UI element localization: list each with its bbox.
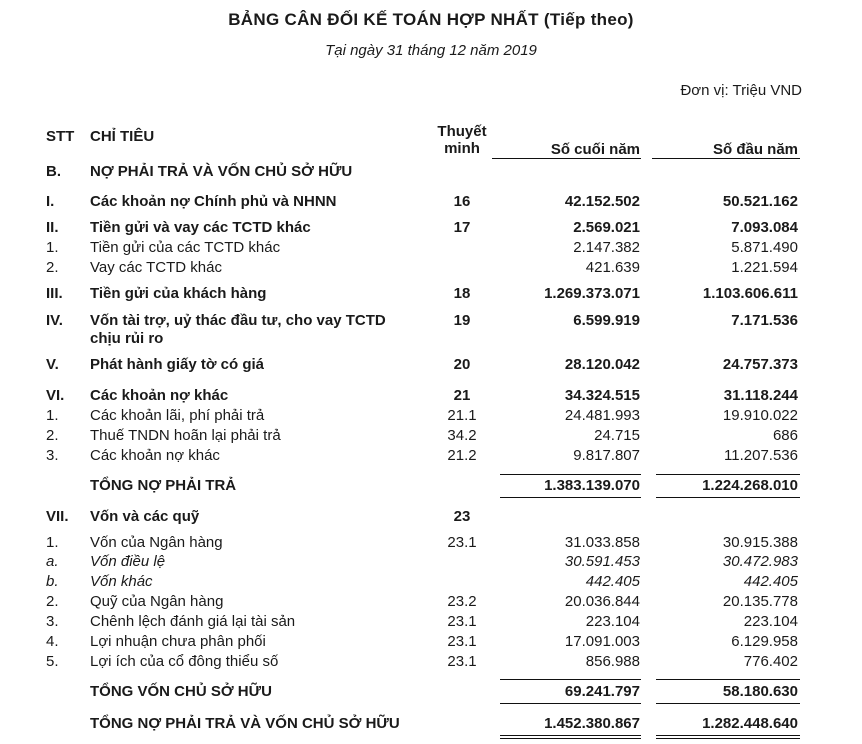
row-label: Tiền gửi của khách hàng <box>90 285 267 302</box>
total-line-begin <box>656 497 800 498</box>
report-date: Tại ngày 31 tháng 12 năm 2019 <box>325 42 537 59</box>
row-note: 20 <box>453 356 471 373</box>
row-note: 23.1 <box>447 633 477 650</box>
row-note: 23.1 <box>447 613 477 630</box>
row-stt: IV. <box>46 312 63 329</box>
row-note: 16 <box>453 193 471 210</box>
row-label: Tiền gửi của các TCTD khác <box>90 239 281 256</box>
row-note: 23.1 <box>447 653 477 670</box>
row-note: 18 <box>453 285 471 302</box>
row-end-value: 1.452.380.867 <box>544 715 640 732</box>
report-title: BẢNG CÂN ĐỐI KẾ TOÁN HỢP NHẤT (Tiếp theo) <box>228 10 634 29</box>
row-label: Các khoản nợ khác <box>90 387 229 404</box>
subtotal-line-end <box>500 474 641 475</box>
row-note: 17 <box>453 219 471 236</box>
row-note: 23.1 <box>447 534 477 551</box>
row-note: 23 <box>453 508 471 525</box>
row-label: Lợi ích của cổ đông thiểu số <box>90 653 279 670</box>
row-begin-value: 1.224.268.010 <box>702 477 798 494</box>
total-line-end <box>500 703 641 704</box>
row-note: 21.1 <box>447 407 477 424</box>
row-end-value: 2.569.021 <box>573 219 640 236</box>
row-label: TỔNG VỐN CHỦ SỞ HỮU <box>90 683 272 700</box>
row-label: Vốn điều lệ <box>90 553 166 570</box>
row-end-value: 9.817.807 <box>573 447 640 464</box>
row-note: 34.2 <box>447 427 477 444</box>
row-label: Vốn và các quỹ <box>90 508 200 525</box>
row-end-value: 442.405 <box>585 573 640 590</box>
row-begin-value: 24.757.373 <box>722 356 798 373</box>
header-begin-of-year: Số đầu năm <box>712 141 798 158</box>
row-label: Các khoản nợ Chính phủ và NHNN <box>90 193 337 210</box>
row-begin-value: 223.104 <box>743 613 798 630</box>
row-begin-value: 11.207.536 <box>724 447 798 464</box>
row-end-value: 30.591.453 <box>564 553 640 570</box>
row-begin-value: 1.221.594 <box>731 259 798 276</box>
header-stt: STT <box>46 128 75 145</box>
row-label: Vay các TCTD khác <box>90 259 222 276</box>
row-begin-value: 442.405 <box>743 573 798 590</box>
row-end-value: 856.988 <box>585 653 640 670</box>
row-begin-value: 7.093.084 <box>731 219 798 236</box>
row-stt: 1. <box>46 534 59 551</box>
header-underline-begin <box>652 158 800 159</box>
row-end-value: 20.036.844 <box>564 593 640 610</box>
row-label: Thuế TNDN hoãn lại phải trả <box>90 427 281 444</box>
row-label: Chênh lệch đánh giá lại tài sản <box>90 613 296 630</box>
row-label: Lợi nhuận chưa phân phối <box>90 633 266 650</box>
row-label: Các khoản nợ khác <box>90 447 220 464</box>
row-end-value: 34.324.515 <box>564 387 640 404</box>
row-end-value: 24.715 <box>594 427 640 444</box>
row-label: Vốn tài trợ, uỷ thác đầu tư, cho vay TCTD chịu rủi ro <box>90 312 386 347</box>
row-end-value: 17.091.003 <box>564 633 640 650</box>
row-note: 21 <box>453 387 471 404</box>
row-stt: 3. <box>46 613 59 630</box>
row-end-value: 24.481.993 <box>564 407 640 424</box>
row-begin-value: 30.472.983 <box>722 553 798 570</box>
row-begin-value: 6.129.958 <box>731 633 798 650</box>
row-begin-value: 1.103.606.611 <box>702 285 798 302</box>
row-stt: 4. <box>46 633 59 650</box>
row-end-value: 223.104 <box>585 613 640 630</box>
row-label: Quỹ của Ngân hàng <box>90 593 224 610</box>
row-begin-value: 50.521.162 <box>722 193 798 210</box>
row-stt: 2. <box>46 427 59 444</box>
row-end-value: 1.383.139.070 <box>544 477 640 494</box>
row-stt: B. <box>46 163 61 180</box>
row-begin-value: 31.118.244 <box>723 387 798 404</box>
row-end-value: 1.269.373.071 <box>544 285 640 302</box>
row-label: NỢ PHẢI TRẢ VÀ VỐN CHỦ SỞ HỮU <box>90 163 353 180</box>
total-line-begin <box>656 703 800 704</box>
row-label: Các khoản lãi, phí phải trả <box>90 407 265 424</box>
subtotal-line-begin <box>656 679 800 680</box>
row-stt: VII. <box>46 508 69 525</box>
currency-unit: Đơn vị: Triệu VND <box>680 82 802 99</box>
subtotal-line-end <box>500 679 641 680</box>
row-note: 19 <box>453 312 471 329</box>
row-stt: I. <box>46 193 55 210</box>
row-stt: b. <box>46 573 59 590</box>
total-line-end <box>500 497 641 498</box>
row-stt: II. <box>46 219 59 236</box>
row-begin-value: 30.915.388 <box>722 534 798 551</box>
header-note-line1: Thuyết <box>437 123 487 140</box>
row-stt: 3. <box>46 447 59 464</box>
row-label: Vốn của Ngân hàng <box>90 534 223 551</box>
header-underline-end <box>492 158 641 159</box>
row-end-value: 69.241.797 <box>564 683 640 700</box>
row-stt: V. <box>46 356 59 373</box>
row-begin-value: 686 <box>772 427 798 444</box>
header-end-of-year: Số cuối năm <box>550 141 640 158</box>
row-stt: 1. <box>46 239 59 256</box>
row-note: 21.2 <box>447 447 477 464</box>
row-label: TỔNG NỢ PHẢI TRẢ <box>90 477 237 494</box>
row-label: Phát hành giấy tờ có giá <box>90 356 265 373</box>
row-stt: 1. <box>46 407 59 424</box>
row-begin-value: 776.402 <box>743 653 798 670</box>
row-end-value: 421.639 <box>585 259 640 276</box>
row-stt: VI. <box>46 387 65 404</box>
row-end-value: 31.033.858 <box>564 534 640 551</box>
header-item: CHỈ TIÊU <box>90 128 155 145</box>
row-begin-value: 19.910.022 <box>722 407 798 424</box>
row-begin-value: 20.135.778 <box>722 593 798 610</box>
grand-total-double-line-begin <box>656 735 800 739</box>
row-note: 23.2 <box>447 593 477 610</box>
subtotal-line-begin <box>656 474 800 475</box>
row-begin-value: 1.282.448.640 <box>702 715 798 732</box>
row-end-value: 6.599.919 <box>573 312 640 329</box>
grand-total-double-line-end <box>500 735 641 739</box>
row-label: TỔNG NỢ PHẢI TRẢ VÀ VỐN CHỦ SỞ HỮU <box>90 715 400 732</box>
row-label: Vốn khác <box>90 573 153 590</box>
row-stt: III. <box>46 285 63 302</box>
row-stt: 5. <box>46 653 59 670</box>
header-note-line2: minh <box>444 140 480 157</box>
row-begin-value: 7.171.536 <box>731 312 798 329</box>
row-end-value: 28.120.042 <box>564 356 640 373</box>
row-begin-value: 5.871.490 <box>731 239 798 256</box>
row-end-value: 42.152.502 <box>564 193 640 210</box>
row-label: Tiền gửi và vay các TCTD khác <box>90 219 311 236</box>
row-end-value: 2.147.382 <box>573 239 640 256</box>
row-begin-value: 58.180.630 <box>722 683 798 700</box>
row-stt: 2. <box>46 593 59 610</box>
row-stt: a. <box>46 553 59 570</box>
row-stt: 2. <box>46 259 59 276</box>
